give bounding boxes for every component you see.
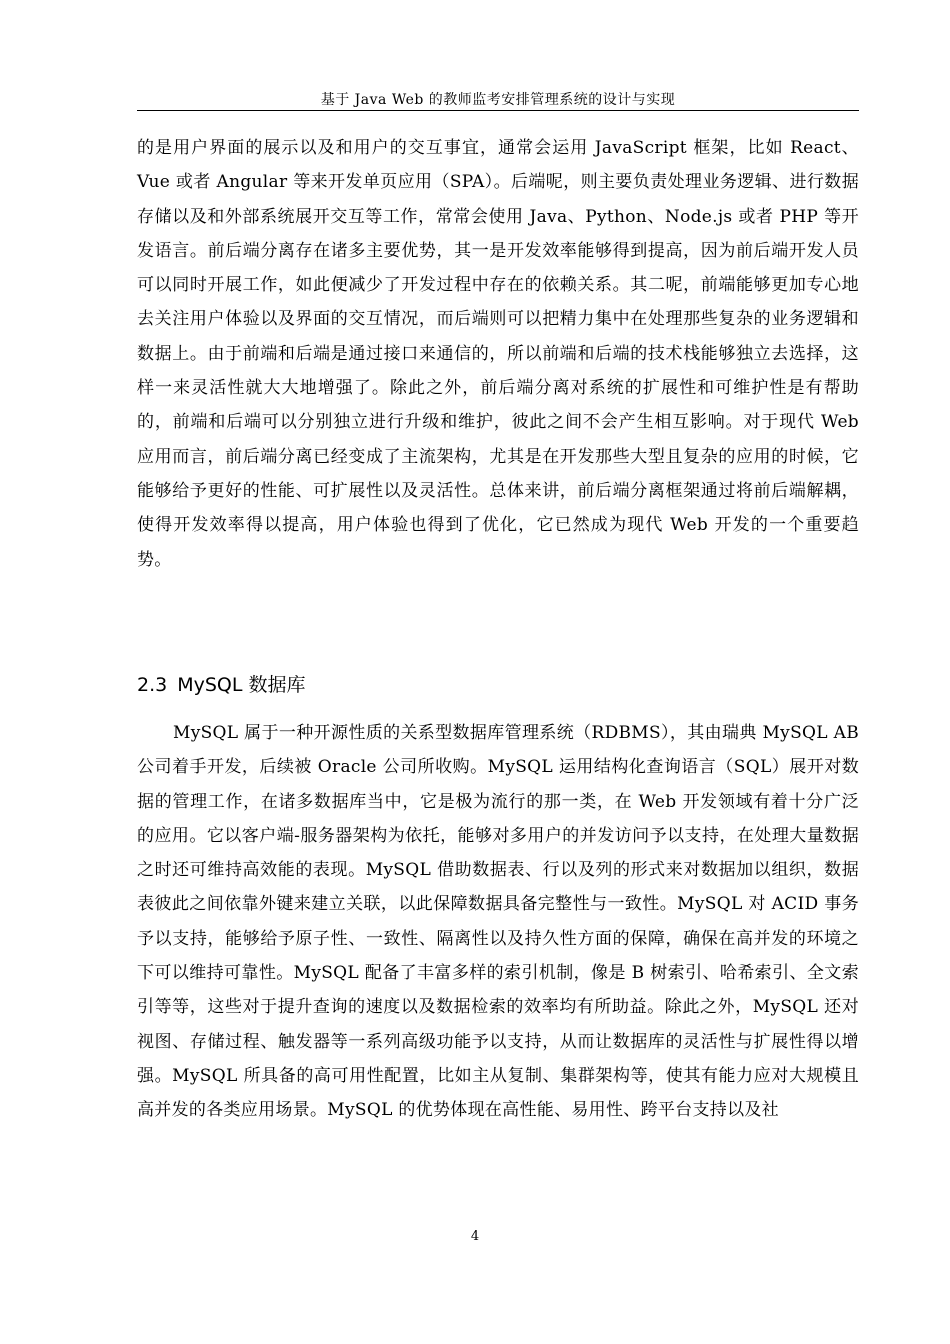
section-title: MySQL 数据库: [177, 674, 306, 696]
page-number: 4: [470, 1229, 480, 1244]
section-heading: [137, 670, 306, 700]
running-header: 基于 Java Web 的教师监考安排管理系统的设计与实现: [320, 92, 676, 108]
body-paragraph-1: 的是用户界面的展示以及和用户的交互事宜，通常会运用 JavaScript 框架，比如 React、Vue 或者 Angular 等来开发单页应用（SPA）。后端呢，则主要负责处理业务逻辑、进行数据存储以及和外部系统展开交互等工作，常常会使用 Java、Python、Node.js 或者 PHP 等开发语言。前后端分离存在诸多主要优势，其一是开发效率能够得到提高，因为前后端开发人员可以同时开展工作，如此便减少了开发过程中存在的依赖关系。其二呢，前端能够更加专心地去关注用户体验以及界面的交互情况，而后端则可以把精力集中在处理那些复杂的业务逻辑和数据上。由于前端和后端是通过接口来通信的，所以前端和后端的技术栈能够独立去选择，这样一来灵活性就大大地增强了。除此之外，前后端分离对系统的扩展性和可维护性是有帮助的，前端和后端可以分别独立进行升级和维护，彼此之间不会产生相互影响。对于现代 Web 应用而言，前后端分离已经变成了主流架构，尤其是在开发那些大型且复杂的应用的时候，它能够给予更好的性能、可扩展性以及灵活性。总体来讲，前后端分离框架通过将前后端解耦，使得开发效率得以提高，用户体验也得到了优化，它已然成为现代 Web 开发的一个重要趋势。: [137, 138, 859, 570]
section-number: 2.3: [137, 674, 168, 696]
header-divider: [137, 110, 859, 111]
body-paragraph-2: MySQL 属于一种开源性质的关系型数据库管理系统（RDBMS），其由瑞典 MySQL AB 公司着手开发，后续被 Oracle 公司所收购。MySQL 运用结构化查询语言（SQL）展开对数据的管理工作，在诸多数据库当中，它是极为流行的那一类，在 Web 开发领域有着十分广泛的应用。它以客户端-服务器架构为依托，能够对多用户的并发访问予以支持，在处理大量数据之时还可维持高效能的表现。MySQL 借助数据表、行以及列的形式来对数据加以组织，数据表彼此之间依靠外键来建立关联，以此保障数据具备完整性与一致性。MySQL 对 ACID 事务予以支持，能够给予原子性、一致性、隔离性以及持久性方面的保障，确保在高并发的环境之下可以维持可靠性。MySQL 配备了丰富多样的索引机制，像是 B 树索引、哈希索引、全文索引等等，这些对于提升查询的速度以及数据检索的效率均有所助益。除此之外，MySQL 还对视图、存储过程、触发器等一系列高级功能予以支持，从而让数据库的灵活性与扩展性得以增强。MySQL 所具备的高可用性配置，比如主从复制、集群架构等，使其有能力应对大规模且高并发的各类应用场景。MySQL 的优势体现在高性能、易用性、跨平台支持以及社: [137, 723, 859, 1121]
